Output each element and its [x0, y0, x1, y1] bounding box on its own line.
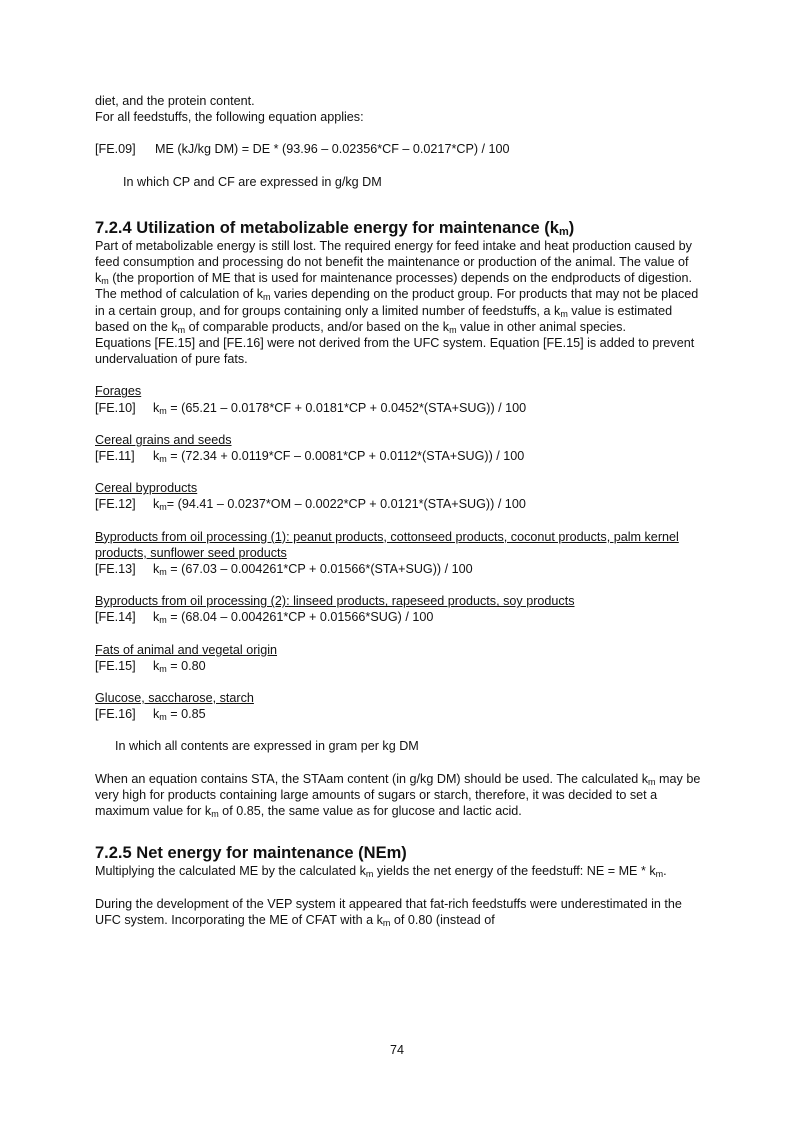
equation-text: $k_m = 0.80$	[153, 658, 206, 674]
equation-text: $k_m = (67.03 - 0.004261*CP + 0.01566*(STA+SUG)) / 100$	[153, 562, 473, 578]
group-title: Byproducts from oil processing (1): peanut products, cottonseed products, coconut products, palm kernel products, sunflower seed products	[95, 529, 679, 560]
section1-paragraph-4: When an equation contains STA, the STAam content (in g/kg DM) should be used. The calculated $k_m$ may be very high for products containing large amounts of sugars or starch, therefore, it was decided to set a maximum value for $k_m$ of 0.85, the same value as for glucose and lactic acid.	[95, 771, 701, 820]
groups-note: In which all contents are expressed in gram per kg DM	[115, 739, 419, 754]
group-equation	[95, 706, 705, 722]
section1-paragraph-1: Part of metabolizable energy is still lost. The required energy for feed intake and heat production caused by feed consumption and processing do not benefit the maintenance or production of the animal. The value of $k_m$ (the proportion of ME that is used for maintenance processes) depends on the endproducts of digestion.	[95, 238, 692, 287]
equation-fe09	[95, 141, 705, 157]
equation-text: $k_m= (94.41 - 0.0237*OM - 0.0022*CP + 0.0121*(STA+SUG)) / 100$	[153, 497, 526, 513]
group-title: Glucose, saccharose, starch	[95, 691, 254, 706]
equation-label: [FE.15]	[95, 658, 136, 673]
group-equation	[95, 561, 705, 577]
intro-line-1: diet, and the protein content.	[95, 94, 255, 108]
intro-note: In which CP and CF are expressed in g/kg DM	[123, 174, 382, 189]
intro-line-2: For all feedstuffs, the following equation applies:	[95, 110, 364, 125]
equation-text: $k_m = (68.04 - 0.004261*CP + 0.01566*SUG) / 100$	[153, 610, 434, 626]
group-title: Forages	[95, 384, 142, 399]
group-title: Fats of animal and vegetal origin	[95, 642, 278, 657]
group-title: Byproducts from oil processing (2): linseed products, rapeseed products, soy products	[95, 594, 575, 609]
equation-label: [FE.12]	[95, 497, 136, 512]
equation-text: $k_m = (72.34 + 0.0119*CF - 0.0081*CP + 0.0112*(STA+SUG)) / 100$	[153, 449, 525, 465]
group-equation	[95, 400, 705, 416]
equation-label: [FE.10]	[95, 400, 136, 415]
section2-paragraph-1: Multiplying the calculated ME by the calculated $k_m$ yields the net energy of the feedstuff: NE = ME * $k_m$.	[95, 864, 667, 880]
equation-label: [FE.13]	[95, 562, 136, 577]
page-number: 74	[389, 1043, 404, 1057]
equation-text: $k_m = (65.21 - 0.0178*CF + 0.0181*CP + 0.0452*(STA+SUG)) / 100$	[153, 400, 527, 416]
equation-label: [FE.09]	[95, 142, 136, 157]
section1-paragraph-2: The method of calculation of $k_m$ varies depending on the product group. For products that may not be placed in a certain group, and for groups containing only a limited number of feedstuffs, a $k_m$ value is estimated based on the $k_m$ of comparable products, and/or based on the $k_m$ value in other animal species.	[95, 287, 699, 335]
equation-text: $k_m = 0.85$	[153, 707, 206, 723]
group-equation	[95, 496, 705, 512]
section-heading-725: 7.2.5 Net energy for maintenance (NEm)	[95, 844, 407, 863]
group-equation	[95, 658, 705, 674]
equation-label: [FE.11]	[95, 449, 135, 464]
equation-text: ME (kJ/kg DM) = DE * (93.96 – 0.02356*CF – 0.0217*CP) / 100	[155, 142, 510, 157]
group-title: Cereal byproducts	[95, 481, 198, 496]
equation-label: [FE.14]	[95, 610, 136, 625]
page-body	[95, 93, 705, 928]
equation-groups	[95, 367, 705, 722]
group-equation	[95, 609, 705, 625]
section-heading-724: 7.2.4 Utilization of metabolizable energy for maintenance $(k_m)$	[95, 218, 575, 238]
section2-paragraph-2: During the development of the VEP system it appeared that fat-rich feedstuffs were underestimated in the UFC system. Incorporating the ME of CFAT with a $k_m$ of 0.80 (instead of	[95, 896, 682, 928]
equation-label: [FE.16]	[95, 707, 136, 722]
section1-paragraph-3: Equations [FE.15] and [FE.16] were not derived from the UFC system. Equation [FE.15] is added to prevent undervaluation of pure fats.	[95, 336, 695, 367]
group-title: Cereal grains and seeds	[95, 432, 232, 447]
group-equation	[95, 448, 705, 464]
